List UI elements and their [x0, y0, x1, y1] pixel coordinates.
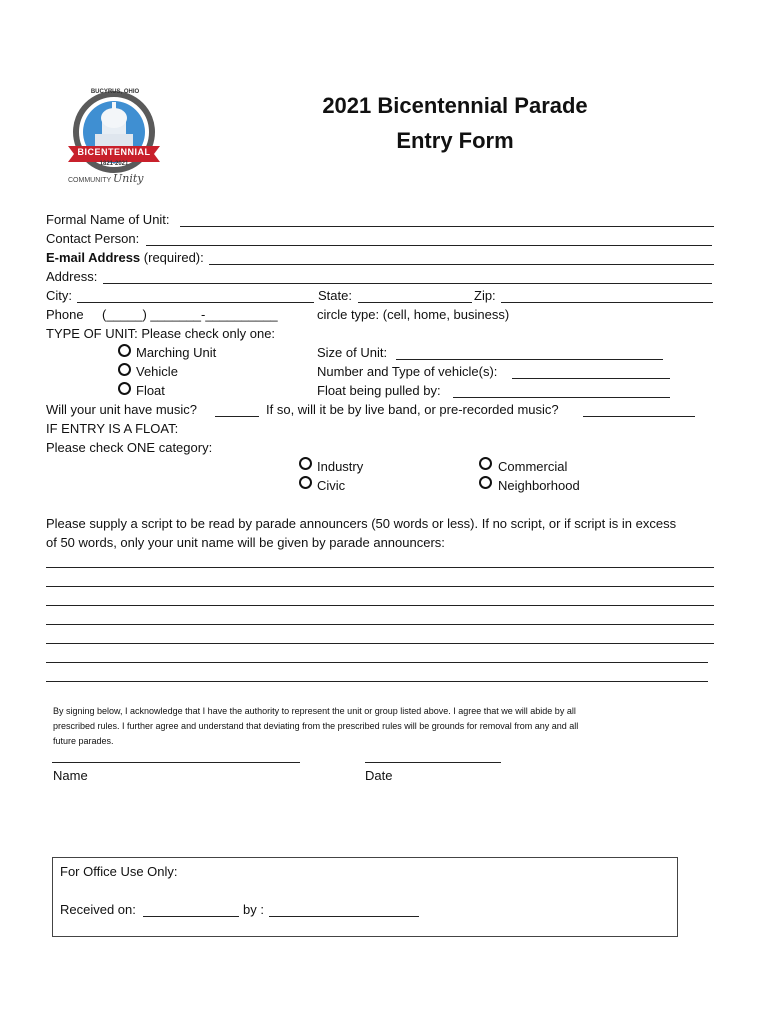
marching-unit-radio[interactable] — [118, 344, 131, 357]
script-line[interactable] — [46, 681, 708, 682]
script-instructions-line1: Please supply a script to be read by parade announcers (50 words or less). If no script, or if script is in excess — [46, 516, 677, 531]
marching-unit-label: Marching Unit — [136, 345, 217, 360]
address-label: Address: — [46, 269, 98, 284]
received-by-label: by : — [243, 902, 264, 917]
category-prompt: Please check ONE category: — [46, 440, 213, 455]
industry-label: Industry — [317, 459, 364, 474]
agreement-line2: prescribed rules. I further agree and understand that deviating from the prescribed rules will be grounds for removal from any and all — [53, 721, 579, 731]
music-question: Will your unit have music? — [46, 402, 197, 417]
logo-tagline — [68, 172, 144, 185]
phone-type-note: circle type: (cell, home, business) — [317, 307, 510, 322]
commercial-label: Commercial — [498, 459, 568, 474]
script-line[interactable] — [46, 586, 714, 587]
civic-label: Civic — [317, 478, 346, 493]
logo-banner-text: BICENTENNIAL — [77, 147, 151, 157]
bicentennial-logo — [62, 88, 172, 190]
script-line[interactable] — [46, 605, 714, 606]
logo-arc-text: BUCYRUS, OHIO — [90, 89, 140, 95]
state-label: State: — [318, 288, 352, 303]
music-followup: If so, will it be by live band, or pre-recorded music? — [266, 402, 559, 417]
page-title: 2021 Bicentennial Parade — [322, 93, 588, 118]
vehicle-radio[interactable] — [118, 363, 131, 376]
float-pulled-label: Float being pulled by: — [317, 383, 441, 398]
float-pulled-field[interactable] — [453, 397, 670, 398]
vehicle-count-label: Number and Type of vehicle(s): — [317, 364, 498, 379]
received-by-field[interactable] — [269, 916, 419, 917]
music-type-field[interactable] — [583, 416, 695, 417]
contact-field[interactable] — [146, 245, 712, 246]
vehicle-label: Vehicle — [136, 364, 178, 379]
email-label — [46, 248, 204, 267]
vehicle-count-field[interactable] — [512, 378, 670, 379]
script-instructions-line2: of 50 words, only your unit name will be given by parade announcers: — [46, 535, 445, 550]
name-signature-line[interactable] — [52, 762, 300, 763]
phone-label: Phone — [46, 307, 84, 322]
commercial-radio[interactable] — [479, 457, 492, 470]
script-line[interactable] — [46, 624, 714, 625]
size-field[interactable] — [396, 359, 663, 360]
float-label: Float — [136, 383, 165, 398]
unit-name-label: Formal Name of Unit: — [46, 212, 170, 227]
date-label: Date — [365, 768, 393, 783]
script-line[interactable] — [46, 567, 714, 568]
city-field[interactable] — [77, 302, 314, 303]
date-signature-line[interactable] — [365, 762, 501, 763]
received-field[interactable] — [143, 916, 239, 917]
agreement-line1: By signing below, I acknowledge that I have the authority to represent the unit or group listed above. I agree that we will abide by all — [53, 706, 576, 716]
name-label: Name — [53, 768, 88, 783]
email-field[interactable] — [209, 264, 714, 265]
zip-field[interactable] — [501, 302, 713, 303]
office-use-box — [52, 857, 678, 937]
page-subtitle: Entry Form — [396, 128, 514, 153]
email-label-bold: E-mail Address — [46, 250, 141, 265]
logo-tagline-script: Unity — [113, 172, 144, 185]
civic-radio[interactable] — [299, 476, 312, 489]
logo-years: 1821-2021 — [99, 161, 129, 167]
contact-label: Contact Person: — [46, 231, 140, 246]
music-field[interactable] — [215, 416, 259, 417]
size-label: Size of Unit: — [317, 345, 388, 360]
phone-field[interactable]: (_____) _______-__________ — [102, 307, 278, 322]
email-label-rest: (required): — [140, 250, 204, 265]
zip-label: Zip: — [474, 288, 496, 303]
neighborhood-radio[interactable] — [479, 476, 492, 489]
unit-type-label: TYPE OF UNIT: Please check only one: — [46, 326, 276, 341]
neighborhood-label: Neighborhood — [498, 478, 580, 493]
office-use-heading: For Office Use Only: — [60, 864, 178, 879]
unit-name-field[interactable] — [180, 226, 714, 227]
state-field[interactable] — [358, 302, 472, 303]
agreement-line3: future parades. — [53, 736, 114, 746]
float-radio[interactable] — [118, 382, 131, 395]
float-heading: IF ENTRY IS A FLOAT: — [46, 421, 179, 436]
logo-tagline-left: COMMUNITY — [68, 177, 112, 184]
address-field[interactable] — [103, 283, 712, 284]
script-line[interactable] — [46, 662, 708, 663]
received-label: Received on: — [60, 902, 136, 917]
script-line[interactable] — [46, 643, 714, 644]
city-label: City: — [46, 288, 72, 303]
industry-radio[interactable] — [299, 457, 312, 470]
